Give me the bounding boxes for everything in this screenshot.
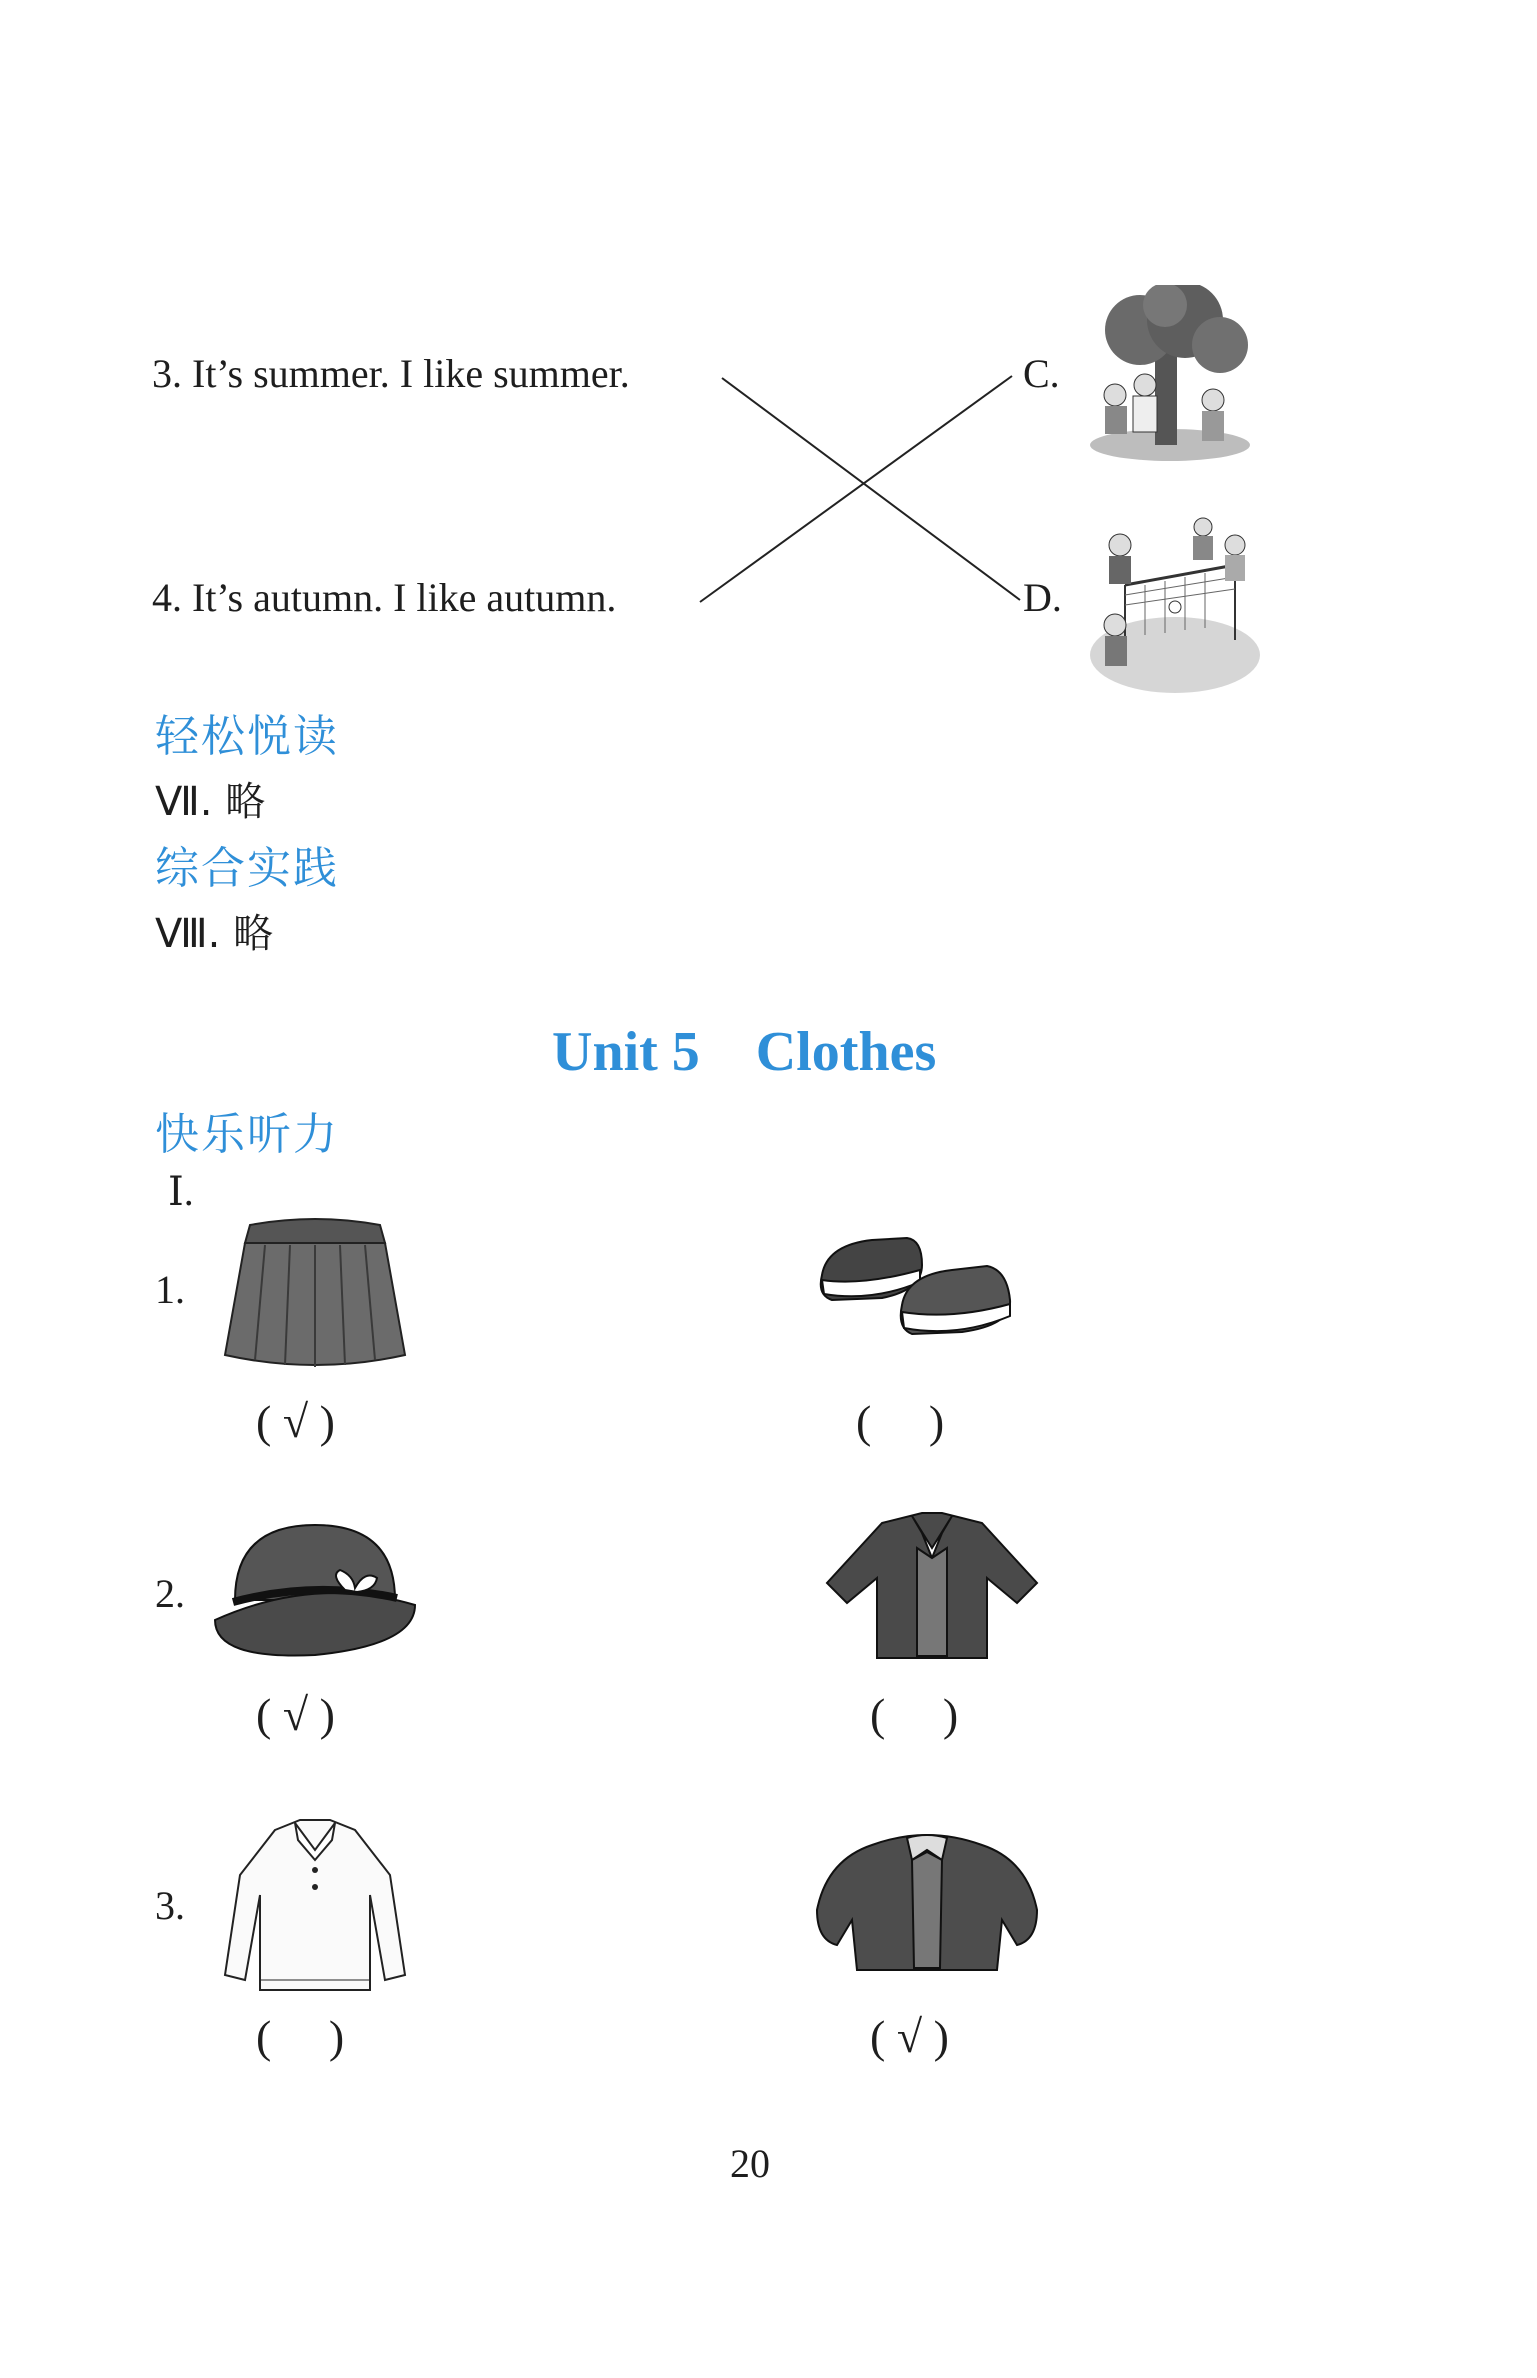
match-item-3: 3. It’s summer. I like summer.	[152, 351, 630, 396]
unit-title: Unit 5 Clothes	[552, 1021, 937, 1083]
shirt-illustration	[220, 1815, 410, 2005]
answer-box-3-right: ( √ )	[870, 2011, 949, 2062]
page-number: 20	[730, 2141, 770, 2186]
volleyball-illustration	[1085, 505, 1265, 695]
row-number-3: 3.	[155, 1883, 185, 1928]
match-item-4: 4. It’s autumn. I like autumn.	[152, 575, 617, 620]
kids-under-tree-illustration	[1085, 285, 1255, 465]
answer-box-3-left: ( )	[256, 2011, 345, 2062]
match-option-d: D.	[1023, 575, 1062, 620]
practice-answer: Ⅷ. 略	[155, 911, 274, 957]
answer-box-1-right: ( )	[856, 1396, 945, 1447]
jacket-illustration	[812, 1508, 1052, 1668]
row-number-2: 2.	[155, 1571, 185, 1616]
coat-illustration	[812, 1820, 1042, 1980]
skirt-illustration	[220, 1215, 410, 1375]
section-title-listening: 快乐听力	[155, 1109, 339, 1160]
matching-lines	[0, 0, 1537, 800]
hat-illustration	[205, 1520, 425, 1660]
section-title-reading: 轻松悦读	[155, 711, 339, 762]
exercise-roman-number: Ⅰ.	[168, 1169, 194, 1214]
match-option-c: C.	[1023, 351, 1060, 396]
sneakers-illustration	[812, 1220, 1032, 1350]
row-number-1: 1.	[155, 1267, 185, 1312]
section-title-practice: 综合实践	[155, 843, 339, 894]
answer-box-1-left: ( √ )	[256, 1396, 335, 1447]
answer-box-2-left: ( √ )	[256, 1689, 335, 1740]
answer-box-2-right: ( )	[870, 1689, 959, 1740]
reading-answer: Ⅶ. 略	[155, 779, 266, 825]
